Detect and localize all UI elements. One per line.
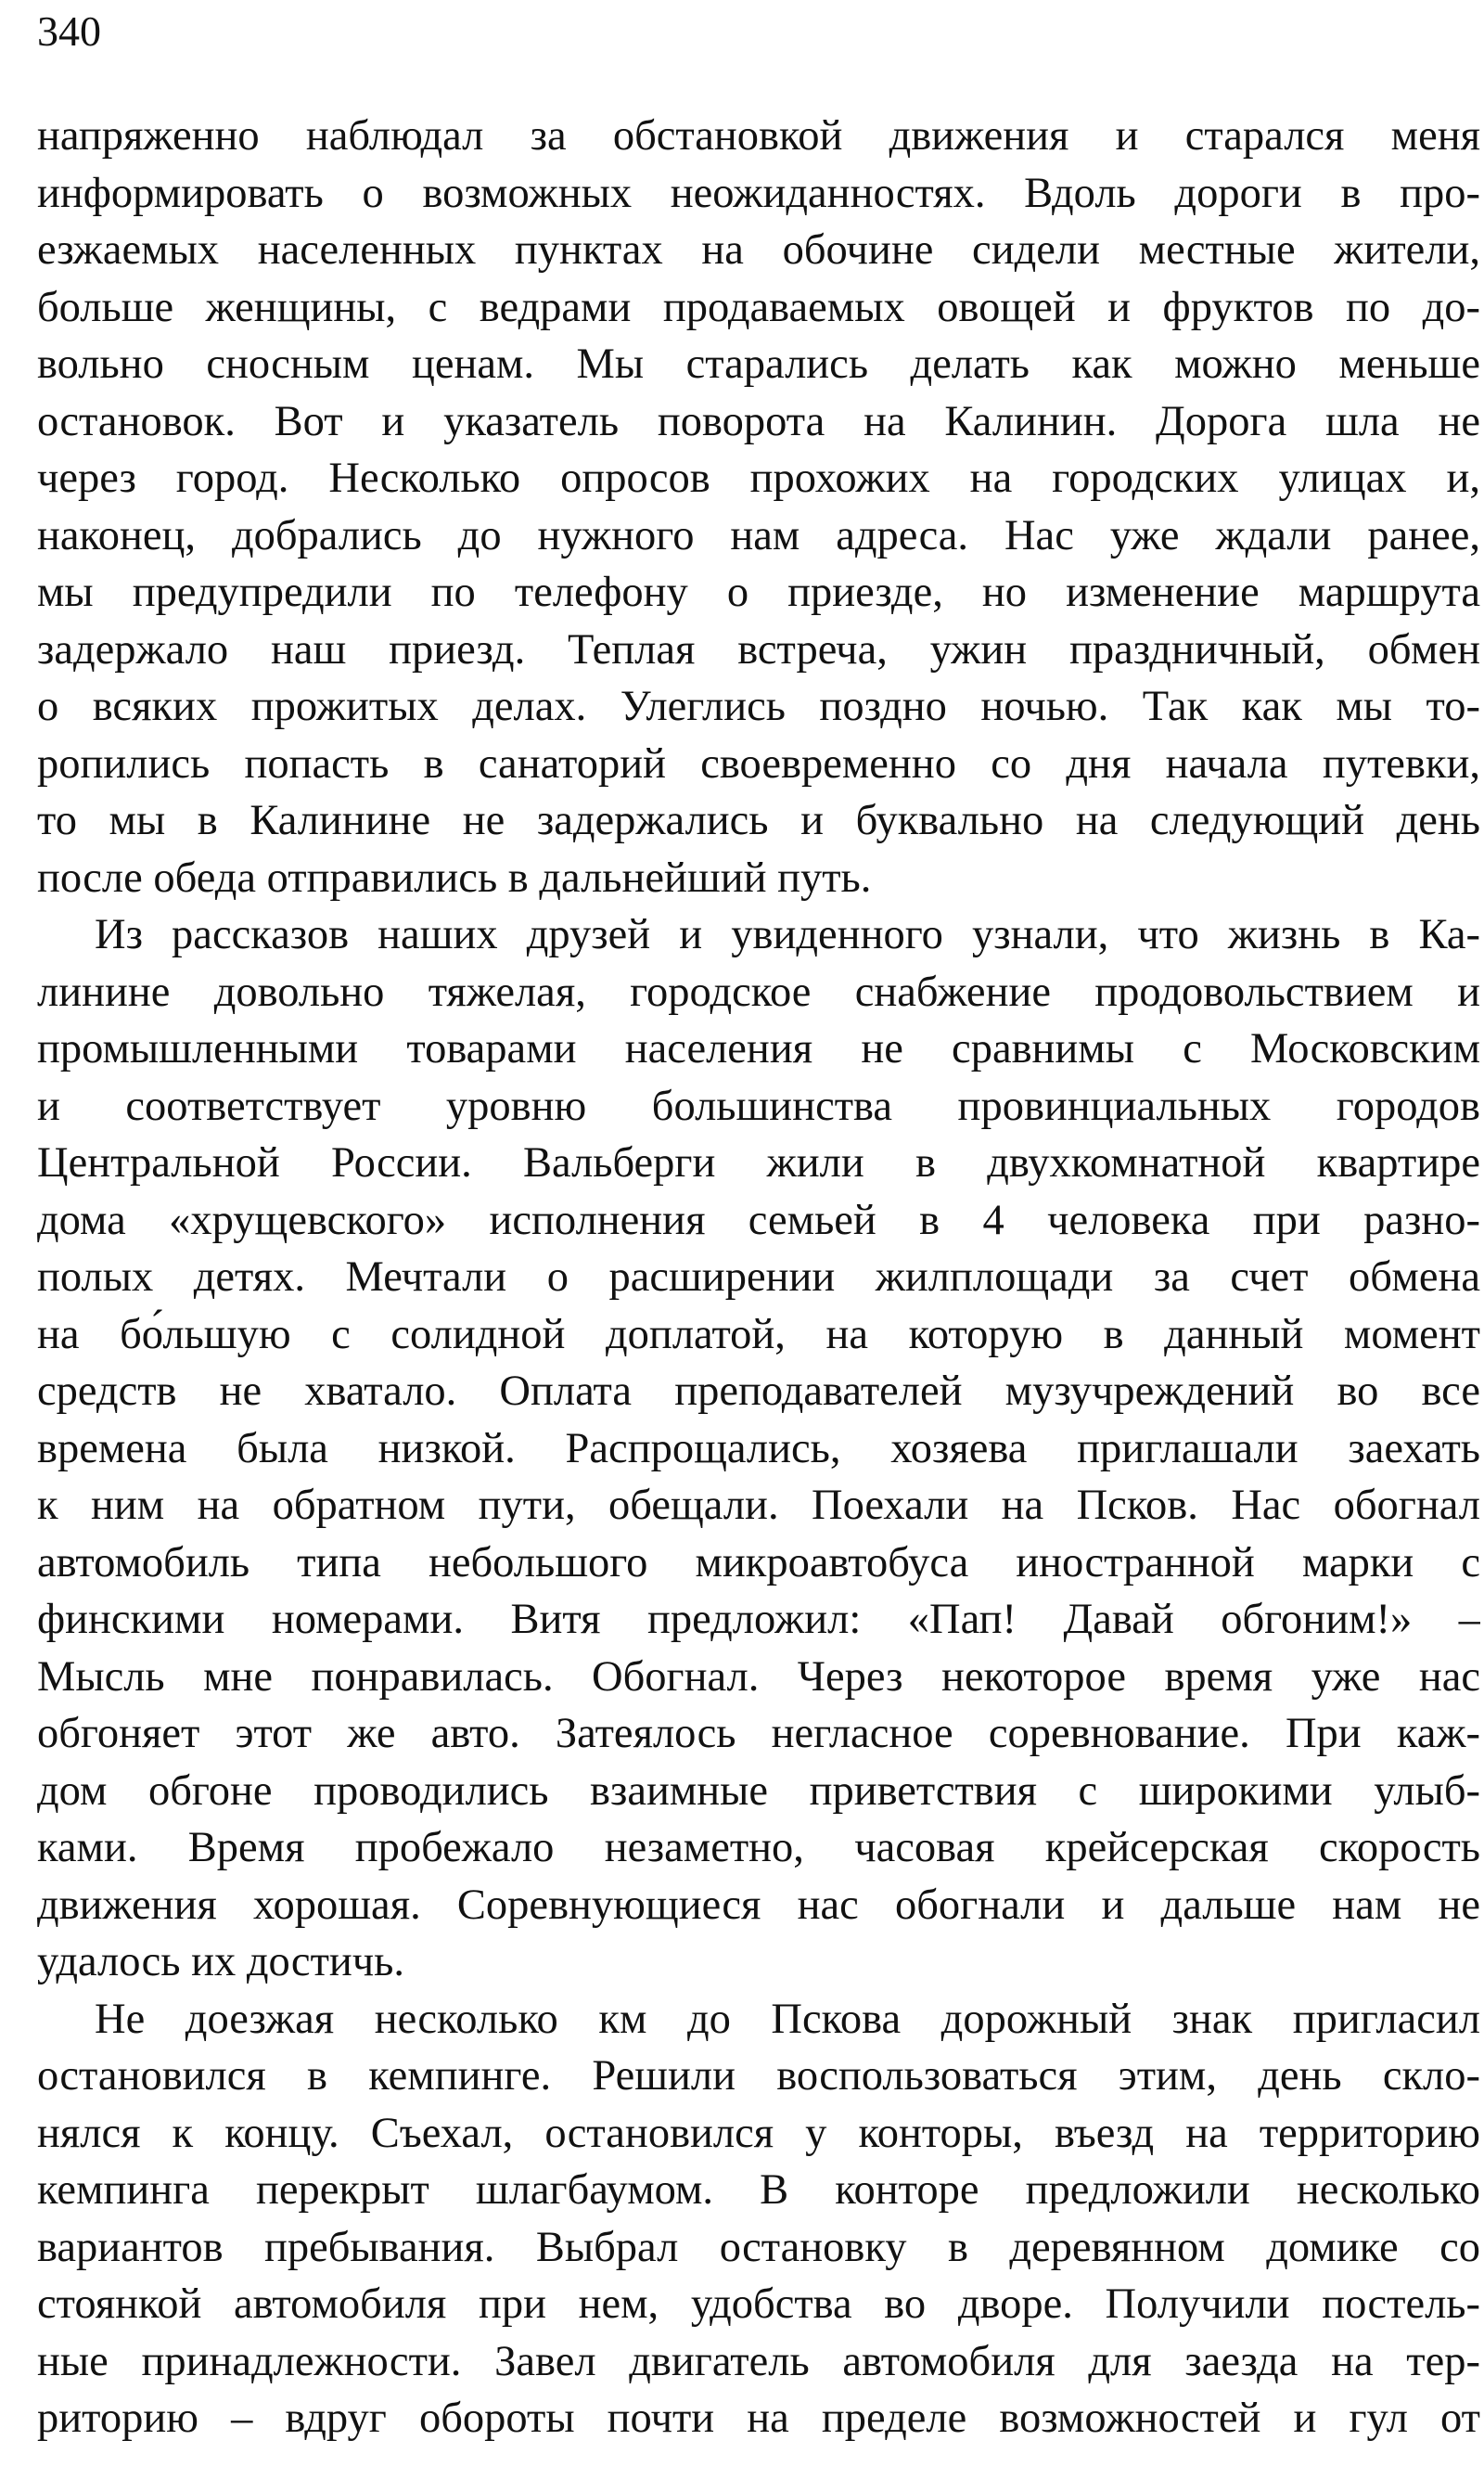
text-line: автомобиль типа небольшого микроавтобуса иностранной марки с	[37, 1538, 1480, 1586]
text-line: промышленными товарами населения не сравнимы с Московским	[37, 1025, 1480, 1072]
text-line: наконец, добрались до нужного нам адреса. Нас уже ждали ранее,	[37, 511, 1480, 559]
text-line: остановился в кемпинге. Решили воспользоваться этим, день скло-	[37, 2052, 1480, 2100]
page-number: 340	[37, 7, 101, 55]
text-line: полых детях. Мечтали о расширении жилплощади за счет обмена	[37, 1253, 1480, 1301]
text-line: на бо́льшую с солидной доплатой, на которую в данный момент	[37, 1310, 1480, 1358]
text-line: ные принадлежности. Завел двигатель автомобиля для заезда на тер-	[37, 2337, 1480, 2385]
text-line: вольно сносным ценам. Мы старались делать как можно меньше	[37, 340, 1480, 388]
text-line: через город. Несколько опросов прохожих на городских улицах и,	[37, 455, 1480, 502]
text-line: Из рассказов наших друзей и увиденного узнали, что жизнь в Ка-	[95, 911, 1480, 958]
text-line: дом обгоне проводились взаимные приветствия с широкими улыб-	[37, 1766, 1480, 1815]
text-line: риторию – вдруг обороты почти на пределе возможностей и гул от	[37, 2395, 1480, 2442]
text-line: мы предупредили по телефону о приезде, но изменение маршрута	[37, 569, 1480, 616]
paragraph-1	[37, 108, 1480, 906]
text-line: удалось их достичь.	[37, 1938, 404, 1985]
text-line: информировать о возможных неожиданностях. Вдоль дороги в про-	[37, 169, 1480, 217]
text-line: напряженно наблюдал за обстановкой движения и старался меня	[37, 112, 1480, 160]
text-line: и соответствует уровню большинства провинциальных городов	[37, 1082, 1480, 1130]
text-line: то мы в Калинине не задержались и буквально на следующий день	[37, 797, 1480, 844]
text-line: Не доезжая несколько км до Пскова дорожный знак пригласил	[95, 1995, 1480, 2043]
text-line: финскими номерами. Витя предложил: «Пап! Давай обгоним!» –	[37, 1596, 1480, 1643]
text-line: Мысль мне понравилась. Обогнал. Через некоторое время уже нас	[37, 1652, 1480, 1701]
paragraph-2	[37, 906, 1480, 1991]
text-line: ропились попасть в санаторий своевременно со дня начала путевки,	[37, 739, 1480, 788]
text-line: к ним на обратном пути, обещали. Поехали на Псков. Нас обогнал	[37, 1482, 1480, 1529]
text-line: движения хорошая. Соревнующиеся нас обогнали и дальше нам не	[37, 1881, 1480, 1929]
text-line: обгоняет этот же авто. Затеялось негласное соревнование. При каж-	[37, 1710, 1480, 1757]
text-line: о всяких прожитых делах. Улеглись поздно ночью. Так как мы то-	[37, 683, 1480, 730]
text-line: линине довольно тяжелая, городское снабжение продовольствием и	[37, 968, 1480, 1016]
paragraph-3	[37, 1991, 1480, 2447]
text-line: остановок. Вот и указатель поворота на Калинин. Дорога шла не	[37, 397, 1480, 445]
text-line: кемпинга перекрыт шлагбаумом. В конторе предложили несколько	[37, 2166, 1480, 2214]
text-line: езжаемых населенных пунктах на обочине сидели местные жители,	[37, 226, 1480, 274]
text-line: ками. Время пробежало незаметно, часовая крейсерская скорость	[37, 1824, 1480, 1871]
text-line: после обеда отправились в дальнейший путь.	[37, 854, 872, 902]
text-line: вариантов пребывания. Выбрал остановку в деревянном домике со	[37, 2223, 1480, 2271]
text-line: Центральной России. Вальберги жили в двухкомнатной квартире	[37, 1139, 1480, 1187]
text-line: больше женщины, с ведрами продаваемых овощей и фруктов по до-	[37, 283, 1480, 331]
text-line: задержало наш приезд. Теплая встреча, ужин праздничный, обмен	[37, 625, 1480, 674]
text-line: времена была низкой. Распрощались, хозяева приглашали заехать	[37, 1424, 1480, 1472]
body-text	[37, 108, 1480, 2447]
text-line: нялся к концу. Съехал, остановился у конторы, въезд на территорию	[37, 2109, 1480, 2157]
text-line: дома «хрущевского» исполнения семьей в 4 человека при разно-	[37, 1196, 1480, 1244]
text-line: стоянкой автомобиля при нем, удобства во дворе. Получили постель-	[37, 2280, 1480, 2328]
text-line: средств не хватало. Оплата преподавателей музучреждений во все	[37, 1368, 1480, 1415]
